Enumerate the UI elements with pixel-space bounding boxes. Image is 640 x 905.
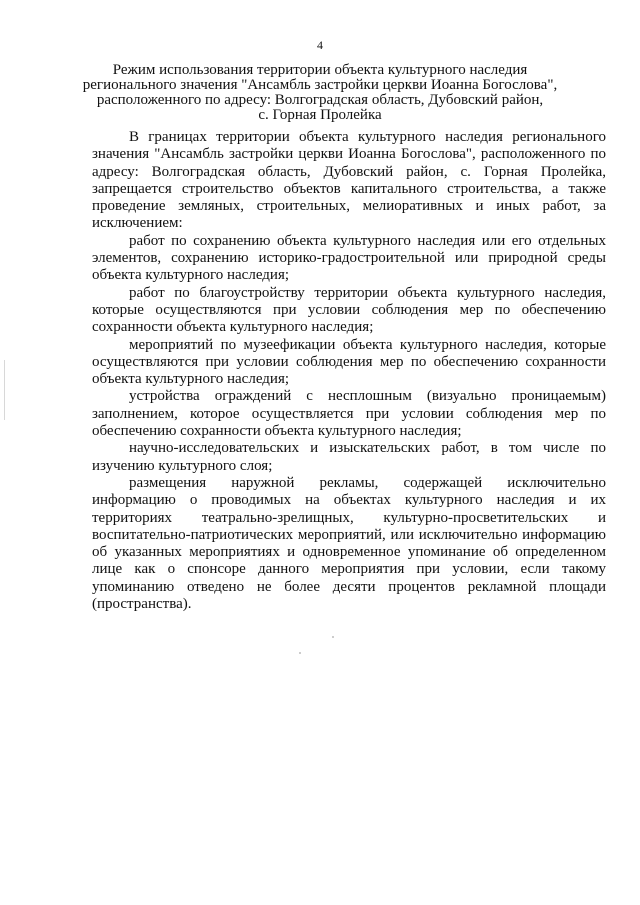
scan-speck bbox=[332, 636, 334, 638]
title-line: регионального значения "Ансамбль застройки церкви Иоанна Богослова", bbox=[82, 77, 558, 93]
title-line: с. Горная Пролейка bbox=[258, 107, 382, 123]
exception-item: работ по сохранению объекта культурного наследия или его отдельных элементов, сохранению историко-градостроительной или природной среды объекта культурного наследия; bbox=[92, 232, 606, 284]
exception-item: размещения наружной рекламы, содержащей исключительно информацию о проводимых на объектах культурного наследия и их территориях театрально-зрелищных, культурно-просветительских и воспитательно-патриотических мероприятий, или исключительно информацию об указанных мероприятиях и одновременное упоминание об определенном лице как о спонсоре данного мероприятия при условии, если такому упоминанию отведено не более десяти процентов рекламной площади (пространства). bbox=[92, 474, 606, 613]
scan-edge-mark bbox=[4, 360, 5, 420]
intro-paragraph: В границах территории объекта культурного наследия регионального значения "Ансамбль застройки церкви Иоанна Богослова", расположенного по адресу: Волгоградская область, Дубовский район, с. Горная Пролейка, запрещается строительство объектов капитального строительства, а также проведение земляных, строительных, мелиоративных и иных работ, за исключением: bbox=[92, 129, 606, 232]
exception-item: устройства ограждений с несплошным (визуально проницаемым) заполнением, которое осуществляется при условии соблюдения мер по обеспечению сохранности объекта культурного наследия; bbox=[92, 388, 606, 440]
exception-item: научно-исследовательских и изыскательских работ, в том числе по изучению культурного слоя; bbox=[92, 440, 606, 474]
document-title bbox=[80, 63, 560, 123]
document-body bbox=[92, 129, 606, 613]
exception-item: мероприятий по музеефикации объекта культурного наследия, которые осуществляются при условии соблюдения мер по обеспечению сохранности объекта культурного наследия; bbox=[92, 336, 606, 388]
title-line: расположенного по адресу: Волгоградская область, Дубовский район, bbox=[96, 92, 544, 108]
scan-speck bbox=[299, 652, 301, 654]
exception-item: работ по благоустройству территории объекта культурного наследия, которые осуществляются при условии соблюдения мер по обеспечению сохранности объекта культурного наследия; bbox=[92, 284, 606, 336]
page-number: 4 bbox=[317, 38, 323, 52]
title-line: Режим использования территории объекта культурного наследия bbox=[112, 62, 528, 78]
